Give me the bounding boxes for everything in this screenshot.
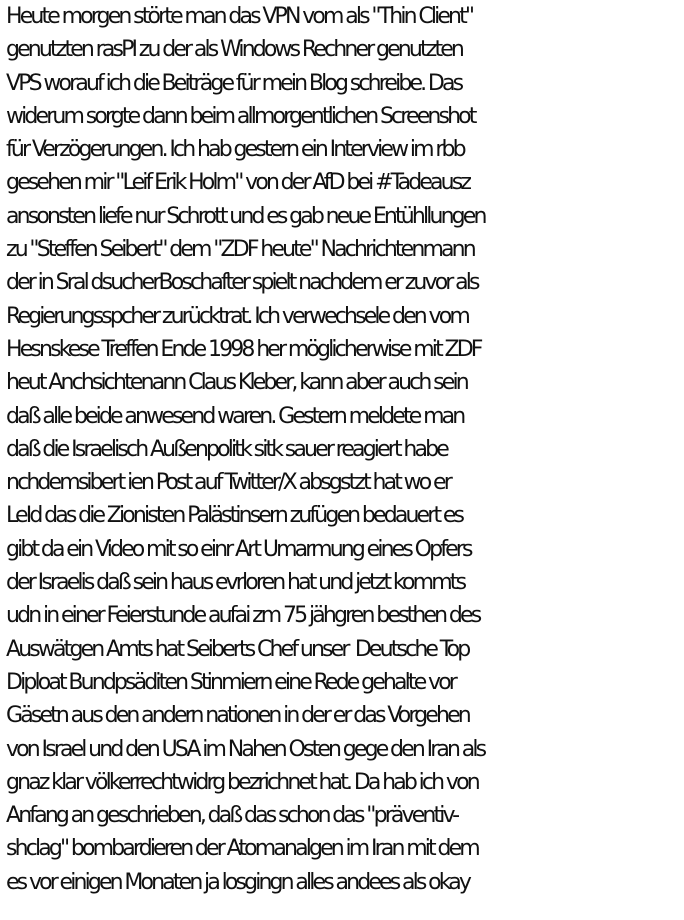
text-line: gesehen mir "Leif Erik Holm" von der AfD bei #Tadeausz bbox=[6, 170, 470, 196]
text-line: LeId das die Zionisten Palästinsern zufügen bedauert es bbox=[6, 503, 463, 529]
text-line: es vor einigen Monaten ja losgingn alles andees als okay bbox=[6, 869, 470, 895]
text-line: shclag" bombardieren der Atomanalgen im Iran mit dem bbox=[6, 836, 478, 862]
text-line: Diploat Bundpsäditen Stinmiern eine Rede gehalte vor bbox=[6, 669, 455, 695]
text-line: für Verzögerungen. Ich hab gestern ein Interview im rbb bbox=[6, 137, 464, 163]
text-line: widerum sorgte dann beim allmorgentlichen Screenshot bbox=[6, 103, 475, 129]
text-line: Heute morgen störte man das VPN vom als "Thin Client" bbox=[6, 4, 473, 29]
text-line: gnaz klar völkerrechtwidrg bezrichnet hat. Da hab ich von bbox=[6, 769, 478, 795]
text-line: daß die Israelisch Außenpolitk sitk sauer reagiert habe bbox=[6, 436, 447, 462]
text-line: Anfang an geschrieben, daß das schon das "präventiv- bbox=[6, 803, 458, 829]
text-line: gibt da ein Video mit so einr Art Umarmung eines Opfers bbox=[6, 536, 471, 562]
text-line: der Israelis daß sein haus evrloren hat und jetzt kommts bbox=[6, 570, 465, 596]
text-line: Regierungsspcher zurücktrat. Ich verwechsele den vom bbox=[6, 303, 468, 329]
text-line: Gäsetn aus den andern nationen in der er das Vorgehen bbox=[6, 703, 469, 729]
text-line: daß alle beide anwesend waren. Gestern meldete man bbox=[6, 403, 464, 429]
text-line: genutzten rasPI zu der als Windows Rechner genutzten bbox=[6, 37, 463, 63]
text-line: ansonsten liefe nur Schrott und es gab neue Entühllungen bbox=[6, 203, 485, 229]
text-line: von Israel und den USA im Nahen Osten gege den Iran als bbox=[6, 736, 485, 762]
text-line: Auswätgen Amts hat Seiberts Chef unser Deutsche Top bbox=[6, 636, 469, 662]
text-line: heut Anchsichtenann Claus Kleber, kann aber auch sein bbox=[6, 370, 467, 396]
text-line: VPS worauf ich die Beiträge für mein Blog schreibe. Das bbox=[6, 70, 462, 96]
text-paragraph bbox=[6, 0, 684, 899]
text-line: zu "Steffen Seibert" dem "ZDF heute" Nachrichtenmann bbox=[6, 237, 474, 263]
text-line: der in Sral dsucherBoschafter spielt nachdem er zuvor als bbox=[6, 270, 478, 296]
text-line: Hesnskese Treffen Ende 1998 her möglicherwise mit ZDF bbox=[6, 336, 481, 362]
text-line: udn in einer Feierstunde aufai zm 75 jähgren besthen des bbox=[6, 603, 480, 629]
text-line: nchdemsibert ien Post auf Twitter/X absgstzt hat wo er bbox=[6, 470, 450, 496]
